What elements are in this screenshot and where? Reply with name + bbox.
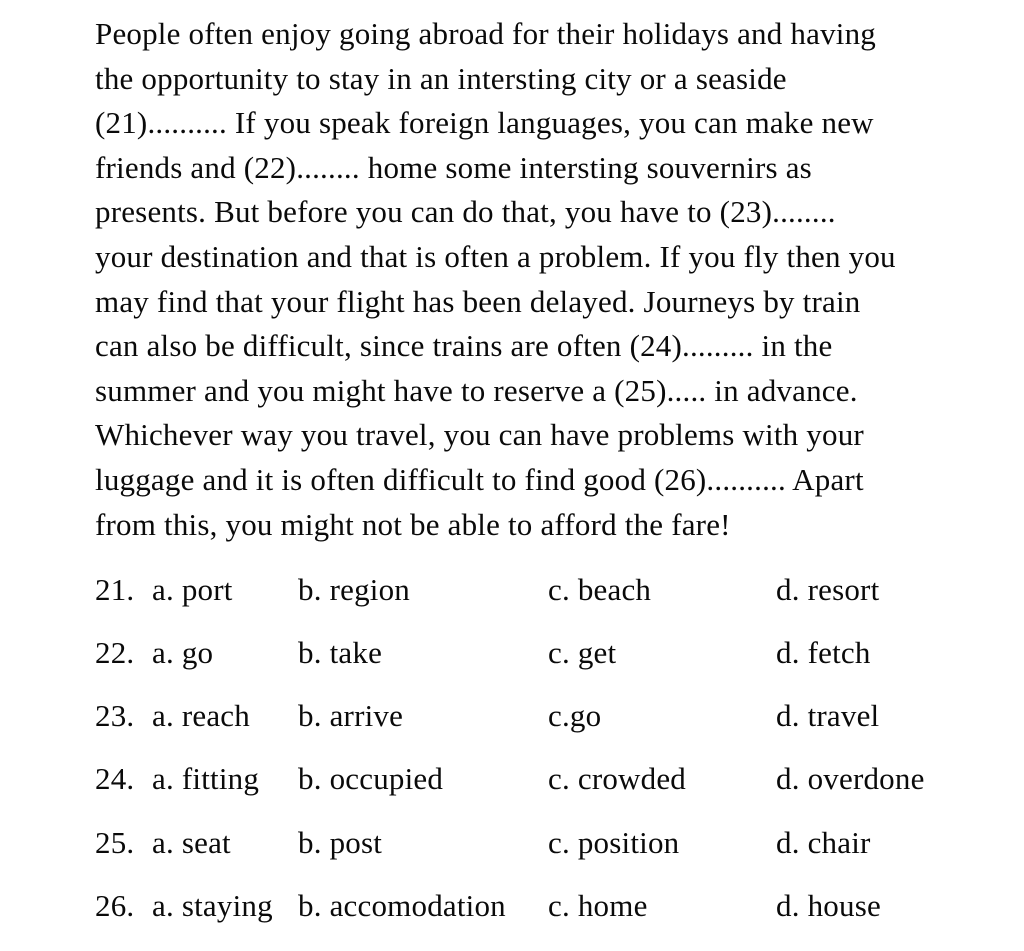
passage-line: Whichever way you travel, you can have problems with your (95, 417, 864, 453)
option-b: b. occupied (298, 761, 444, 797)
multiple-choice-list (95, 568, 964, 928)
question-row-22 (95, 631, 964, 676)
option-d: d. fetch (776, 635, 871, 671)
option-b: b. take (298, 635, 383, 671)
option-a: a. go (152, 635, 214, 671)
passage-line: the opportunity to stay in an intersting city or a seaside (95, 60, 787, 96)
question-row-26 (95, 884, 964, 929)
option-c: c.go (548, 698, 602, 734)
option-a: a. reach (152, 698, 250, 734)
question-row-25 (95, 821, 964, 866)
passage-line: from this, you might not be able to afford the fare! (95, 506, 731, 542)
option-c: c. position (548, 824, 680, 860)
option-a: a. staying (152, 887, 273, 923)
option-c: c. beach (548, 572, 652, 608)
option-d: d. overdone (776, 761, 925, 797)
passage-line: may find that your flight has been delayed. Journeys by train (95, 283, 861, 319)
option-b: b. accomodation (298, 887, 506, 923)
option-c: c. get (548, 635, 617, 671)
cloze-passage (95, 12, 964, 547)
question-number: 22. (95, 635, 135, 671)
question-number: 26. (95, 887, 135, 923)
option-a: a. fitting (152, 761, 260, 797)
question-row-21 (95, 568, 964, 613)
passage-line: your destination and that is often a problem. If you fly then you (95, 238, 896, 274)
option-d: d. resort (776, 572, 880, 608)
option-b: b. arrive (298, 698, 404, 734)
passage-line: friends and (22)........ home some intersting souvernirs as (95, 149, 812, 185)
passage-line: summer and you might have to reserve a (25)..... in advance. (95, 372, 858, 408)
option-c: c. home (548, 887, 648, 923)
passage-line: (21).......... If you speak foreign languages, you can make new (95, 105, 874, 141)
question-number: 21. (95, 572, 135, 608)
question-number: 25. (95, 824, 135, 860)
passage-line: can also be difficult, since trains are often (24)......... in the (95, 328, 833, 364)
option-d: d. chair (776, 824, 871, 860)
passage-line: presents. But before you can do that, you have to (23)........ (95, 194, 836, 230)
option-b: b. region (298, 572, 410, 608)
question-row-24 (95, 757, 964, 802)
question-number: 24. (95, 761, 135, 797)
option-c: c. crowded (548, 761, 686, 797)
option-d: d. house (776, 887, 881, 923)
passage-line: People often enjoy going abroad for their holidays and having (95, 16, 876, 51)
passage-line: luggage and it is often difficult to find good (26).......... Apart (95, 461, 864, 497)
option-a: a. seat (152, 824, 231, 860)
option-b: b. post (298, 824, 383, 860)
question-number: 23. (95, 698, 135, 734)
option-d: d. travel (776, 698, 880, 734)
option-a: a. port (152, 572, 233, 608)
question-row-23 (95, 694, 964, 739)
